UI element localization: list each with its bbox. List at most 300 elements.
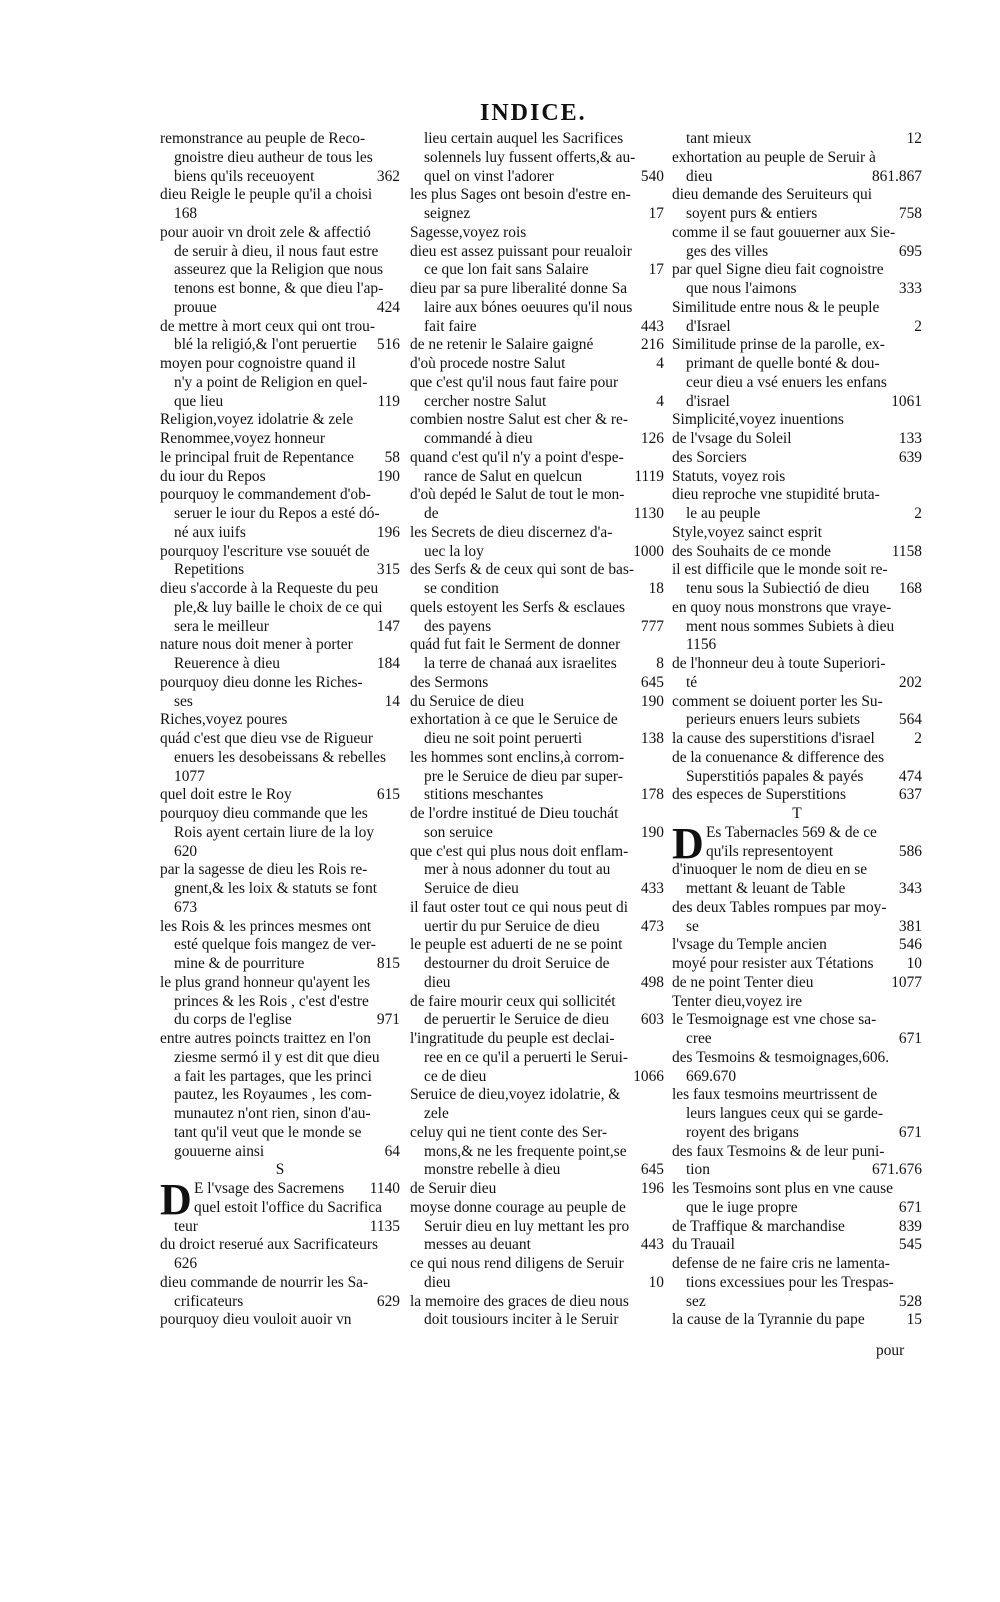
entry-text: en quoy nous monstrons que vraye- (672, 598, 892, 616)
index-entry-line (410, 318, 664, 337)
entry-text: gnoistre dieu autheur de tous les (174, 148, 373, 166)
page-reference: 15 (906, 1311, 922, 1329)
page-reference: 315 (376, 561, 400, 579)
entry-text: uertir du pur Seruice de dieu (424, 917, 600, 935)
index-entry-line (410, 674, 664, 693)
index-entry-line (160, 993, 400, 1012)
index-entry-line (672, 205, 922, 224)
page-reference: 586 (898, 842, 922, 860)
index-entry-line (160, 786, 400, 805)
page-reference: 546 (898, 936, 922, 954)
entry-text: a fait les partages, que les princi (174, 1067, 372, 1085)
index-entry-line (410, 974, 664, 993)
index-entry-line (672, 393, 922, 412)
index-entry-line (410, 1068, 664, 1087)
entry-text: de l'vsage du Soleil (672, 430, 792, 447)
index-entry-line (410, 205, 664, 224)
entry-text: d'où procede nostre Salut (410, 355, 566, 372)
index-entry-line (410, 936, 664, 955)
index-entry-line (410, 768, 664, 787)
index-entry-line (160, 861, 400, 880)
entry-text: 620 (174, 842, 198, 860)
page-reference: 603 (640, 1011, 664, 1029)
entry-text: les Tesmoins sont plus en vne cause (672, 1180, 893, 1197)
page-reference: 2 (914, 505, 922, 522)
page-reference: 17 (648, 205, 664, 222)
entry-text: zele (424, 1105, 449, 1122)
entry-text: solennels luy fussent offerts,& au- (424, 148, 636, 166)
index-entry-line (672, 1068, 922, 1087)
index-entry-line (672, 130, 922, 149)
page-reference: 671 (898, 1030, 922, 1047)
index-entry-line (672, 149, 922, 168)
index-entry-line (672, 1030, 922, 1049)
page-reference: 645 (640, 673, 664, 691)
index-entry-line (410, 1161, 664, 1180)
entry-text: primant de quelle bonté & dou- (686, 355, 880, 372)
entry-text: Es Tabernacles 569 & de ce (706, 823, 877, 841)
entry-text: que c'est qu'il nous faut faire pour (410, 373, 619, 391)
entry-text: pautez, les Royaumes , les com- (174, 1086, 372, 1104)
page-reference: 1061 (891, 392, 922, 410)
entry-text: stitions meschantes (424, 786, 544, 804)
entry-text: le Tesmoignage est vne chose sa- (672, 1011, 877, 1029)
entry-text: quel doit estre le Roy (160, 786, 292, 804)
page-reference: 119 (377, 392, 400, 410)
entry-text: de Seruir dieu (410, 1180, 497, 1197)
index-entry-line (160, 618, 400, 637)
entry-text: 669.670 (686, 1067, 737, 1085)
index-entry-line (410, 486, 664, 505)
index-entry-line (672, 693, 922, 712)
index-entry-line (160, 280, 400, 299)
entry-text: moyse donne courage au peuple de (410, 1198, 626, 1216)
entry-text: d'israel (686, 392, 730, 410)
index-entry-line (410, 693, 664, 712)
index-entry-line (672, 1086, 922, 1105)
index-column-3 (672, 130, 922, 1330)
entry-text: Seruice de dieu,voyez idolatrie, & (410, 1086, 621, 1104)
index-entry-line (410, 1199, 664, 1218)
catchword: pour (876, 1342, 905, 1359)
index-entry-line (160, 730, 400, 749)
index-entry-line (160, 599, 400, 618)
page-reference: 473 (640, 917, 664, 935)
index-entry-line (672, 899, 922, 918)
index-entry-line (410, 130, 664, 149)
index-entry-line (160, 374, 400, 393)
entry-text: ses (174, 692, 193, 710)
entry-text: Rois ayent certain liure de la loy (174, 823, 375, 841)
entry-text: pourquoy dieu vouloit auoir vn (160, 1311, 352, 1329)
index-entry-line (672, 243, 922, 262)
entry-text: enuers les desobeissans & rebelles (174, 748, 386, 766)
entry-text: ce que lon fait sans Salaire (424, 261, 589, 279)
page-reference: 190 (376, 467, 400, 485)
index-entry-line (160, 1255, 400, 1274)
index-entry-line (672, 430, 922, 449)
index-entry-line (410, 224, 664, 243)
index-entry-line (410, 261, 664, 280)
index-entry-line (160, 1311, 400, 1330)
index-entry-line (410, 1293, 664, 1312)
index-entry-line (672, 1218, 922, 1237)
index-entry-line (410, 168, 664, 187)
page-reference: 184 (376, 655, 400, 672)
page-reference: 545 (898, 1236, 922, 1254)
index-entry-line (672, 805, 922, 824)
entry-text: pourquoy dieu commande que les (160, 805, 368, 822)
index-entry-line (672, 374, 922, 393)
index-entry-line (672, 318, 922, 337)
index-entry-line (410, 843, 664, 862)
index-entry-line (410, 1086, 664, 1105)
index-entry-line (672, 468, 922, 487)
entry-text: crificateurs (174, 1292, 244, 1310)
index-entry-line (160, 1068, 400, 1087)
index-entry-line (410, 1311, 664, 1330)
index-entry-line (672, 1143, 922, 1162)
entry-text: pourquoy le commandement d'ob- (160, 486, 371, 504)
entry-text: des faux Tesmoins & de leur puni- (672, 1142, 885, 1160)
entry-text: tenons est bonne, & que dieu l'ap- (174, 280, 384, 297)
index-entry-line (672, 261, 922, 280)
entry-text: d'inuoquer le nom de dieu en se (672, 861, 868, 879)
entry-text: dieu commande de nourrir les Sa- (160, 1273, 369, 1291)
entry-text: princes & les Rois , c'est d'estre (174, 992, 369, 1010)
entry-text: Simplicité,voyez inuentions (672, 411, 844, 429)
index-entry-line (672, 861, 922, 880)
page-reference: 564 (898, 711, 922, 729)
index-entry-line (160, 1030, 400, 1049)
index-entry-line (410, 899, 664, 918)
entry-text: son seruice (424, 823, 493, 841)
entry-text: Sagesse,voyez rois (410, 223, 527, 241)
index-entry-line (672, 561, 922, 580)
index-entry-line (410, 186, 664, 205)
entry-text: cree (686, 1030, 712, 1047)
entry-text: les faux tesmoins meurtrissent de (672, 1086, 878, 1104)
page-reference: 474 (898, 767, 922, 785)
index-entry-line (410, 430, 664, 449)
entry-text: se condition (424, 580, 499, 597)
entry-text: S (275, 1161, 285, 1179)
page-reference: 637 (898, 786, 922, 804)
entry-text: les hommes sont enclins,à corrom- (410, 748, 625, 766)
entry-text: dieu ne soit point peruerti (424, 730, 583, 747)
index-entry-line (672, 749, 922, 768)
index-entry-line (160, 561, 400, 580)
entry-text: E l'vsage des Sacremens (194, 1180, 345, 1197)
index-entry-line (160, 261, 400, 280)
page-reference: 343 (898, 880, 922, 897)
entry-text: quand c'est qu'il n'y a point d'espe- (410, 448, 624, 466)
page-reference: 1140 (369, 1180, 400, 1197)
index-entry-line (160, 299, 400, 318)
page-reference: 8 (656, 655, 664, 672)
entry-text: Style,voyez sainct esprit (672, 523, 823, 541)
index-entry-line (672, 168, 922, 187)
entry-text: destourner du droit Seruice de (424, 955, 610, 972)
index-entry-line (160, 505, 400, 524)
index-entry-line (672, 711, 922, 730)
index-entry-line (672, 880, 922, 899)
entry-text: la terre de chanaá aux israelites (424, 655, 617, 672)
index-entry-line (410, 861, 664, 880)
index-entry-line (160, 468, 400, 487)
entry-text: royent des brigans (686, 1123, 799, 1141)
page-reference: 168 (898, 580, 922, 597)
index-entry-line (672, 1011, 922, 1030)
entry-text: dieu reproche vne stupidité bruta- (672, 486, 880, 504)
entry-text: par quel Signe dieu fait cognoistre (672, 261, 884, 279)
entry-text: dieu (686, 167, 713, 185)
entry-text: quel on vinst l'adorer (424, 167, 554, 185)
page-reference: 1077 (891, 973, 922, 991)
index-entry-line (672, 580, 922, 599)
entry-text: dieu demande des Seruiteurs qui (672, 186, 873, 204)
index-entry-line (672, 1255, 922, 1274)
page-reference: 1066 (633, 1067, 664, 1085)
entry-text: seruer le iour du Repos a esté dó- (174, 505, 380, 522)
index-entry-line (410, 543, 664, 562)
entry-text: se (686, 917, 699, 935)
page-reference: 126 (640, 430, 664, 447)
entry-text: Repetitions (174, 561, 245, 579)
index-entry-line (410, 1105, 664, 1124)
index-entry-line (672, 936, 922, 955)
index-entry-line (160, 824, 400, 843)
index-entry-line (410, 1255, 664, 1274)
index-entry-line (410, 1274, 664, 1293)
page-reference: 17 (648, 261, 664, 279)
page-reference: 540 (640, 167, 664, 185)
index-entry-line (410, 393, 664, 412)
index-entry-line (672, 1311, 922, 1330)
index-entry-line (160, 918, 400, 937)
index-entry-line (410, 468, 664, 487)
entry-text: defense de ne faire cris ne lamenta- (672, 1255, 890, 1272)
entry-text: 168 (174, 205, 198, 222)
index-entry-line (410, 824, 664, 843)
page-reference: 671 (898, 1198, 922, 1216)
index-entry-line (160, 1218, 400, 1237)
entry-text: sera le meilleur (174, 617, 269, 635)
index-entry-line (672, 636, 922, 655)
entry-text: Similitude entre nous & le peuple (672, 298, 880, 316)
index-entry-line (672, 786, 922, 805)
entry-text: les Rois & les princes mesmes ont (160, 917, 372, 935)
page-reference: 528 (898, 1292, 922, 1310)
entry-text: doit tousiours inciter à le Seruir (424, 1311, 619, 1329)
index-entry-line (672, 543, 922, 562)
index-entry-line (410, 618, 664, 637)
entry-text: Tenter dieu,voyez ire (672, 992, 803, 1010)
index-entry-line (410, 599, 664, 618)
entry-text: par la sagesse de dieu les Rois re- (160, 861, 368, 879)
page-reference: 4 (656, 392, 664, 410)
entry-text: Superstitiós papales & payés (686, 767, 864, 785)
page-reference: 639 (898, 448, 922, 466)
entry-text: des Sermons (410, 673, 489, 691)
entry-text: fait faire (424, 317, 477, 335)
entry-text: quel estoit l'office du Sacrifica (194, 1198, 382, 1216)
entry-text: ges des villes (686, 242, 769, 260)
index-entry-line (160, 693, 400, 712)
index-entry-line (410, 955, 664, 974)
entry-text: le au peuple (686, 505, 761, 522)
page-reference: 671.676 (871, 1161, 922, 1179)
index-entry-line (410, 374, 664, 393)
index-entry-line (672, 299, 922, 318)
index-entry-line (160, 393, 400, 412)
entry-text: que le iuge propre (686, 1198, 798, 1216)
page-reference: 64 (384, 1142, 400, 1160)
index-entry-line (160, 1049, 400, 1068)
entry-text: T (792, 805, 802, 822)
entry-text: des especes de Superstitions (672, 786, 846, 804)
entry-text: 673 (174, 898, 198, 916)
index-entry-line (410, 355, 664, 374)
index-entry-line (410, 243, 664, 262)
index-entry-line (410, 1180, 664, 1199)
index-entry-line (672, 974, 922, 993)
entry-text: n'y a point de Religion en quel- (174, 373, 368, 391)
page-reference: 443 (640, 1236, 664, 1254)
index-entry-line (160, 543, 400, 562)
page-reference: 1119 (634, 467, 664, 485)
index-entry-line (672, 186, 922, 205)
page-reference: 671 (898, 1123, 922, 1141)
entry-text: d'où depéd le Salut de tout le mon- (410, 486, 625, 504)
entry-text: la memoire des graces de dieu nous (410, 1292, 629, 1310)
page-reference: 10 (648, 1273, 664, 1291)
page-reference: 1158 (891, 542, 922, 560)
entry-text: tant qu'il veut que le monde se (174, 1123, 362, 1141)
entry-text: mine & de pourriture (174, 955, 305, 972)
index-entry-line (672, 824, 922, 843)
entry-text: du droict reserué aux Sacrificateurs (160, 1236, 378, 1254)
page-reference: 2 (914, 317, 922, 335)
index-entry-line (160, 336, 400, 355)
entry-text: Renommee,voyez honneur (160, 430, 325, 447)
index-entry-line (410, 280, 664, 299)
index-entry-line (672, 1105, 922, 1124)
page-reference: 443 (640, 317, 664, 335)
page-reference: 190 (640, 823, 664, 841)
entry-text: dieu s'accorde à la Requeste du peu (160, 580, 379, 597)
index-entry-line (160, 1293, 400, 1312)
index-entry-line (410, 749, 664, 768)
entry-text: mons,& ne les frequente point,se (424, 1142, 627, 1160)
entry-text: Statuts, voyez rois (672, 467, 786, 485)
index-entry-line (410, 918, 664, 937)
entry-text: rance de Salut en quelcun (424, 467, 583, 485)
entry-text: messes au deuant (424, 1236, 531, 1254)
index-entry-line (672, 768, 922, 787)
index-entry-line (672, 486, 922, 505)
page-reference: 498 (640, 973, 664, 991)
index-entry-line (160, 805, 400, 824)
entry-text: esté quelque fois mangez de ver- (174, 936, 376, 954)
index-entry-line (672, 1199, 922, 1218)
page-reference: 758 (898, 205, 922, 222)
index-entry-line (672, 918, 922, 937)
index-entry-line (672, 843, 922, 862)
index-entry-line (160, 1124, 400, 1143)
entry-text: de faire mourir ceux qui sollicitét (410, 992, 616, 1010)
drop-cap-t: D (672, 819, 704, 868)
entry-text: de l'honneur deu à toute Superiori- (672, 655, 886, 672)
page-reference: 12 (906, 130, 922, 147)
entry-text: des Tesmoins & tesmoignages,606. (672, 1048, 890, 1066)
index-entry-line (672, 1236, 922, 1255)
index-entry-line (672, 955, 922, 974)
index-entry-line (160, 749, 400, 768)
entry-text: dieu (424, 973, 451, 991)
drop-cap-s: D (160, 1175, 192, 1224)
page-reference: 1130 (633, 505, 664, 522)
index-entry-line (410, 711, 664, 730)
page-reference: 839 (898, 1217, 922, 1235)
index-entry-line (672, 280, 922, 299)
index-entry-line (672, 993, 922, 1012)
index-entry-line (160, 1236, 400, 1255)
index-entry-line (160, 1274, 400, 1293)
entry-text: l'ingratitude du peuple est declai- (410, 1030, 615, 1047)
entry-text: remonstrance au peuple de Reco- (160, 130, 366, 147)
index-entry-line (160, 1180, 400, 1199)
index-entry-line (160, 1143, 400, 1162)
index-entry-line (410, 1049, 664, 1068)
entry-text: leurs langues ceux qui se garde- (686, 1105, 884, 1122)
page-reference: 615 (376, 786, 400, 804)
page-reference: 10 (906, 955, 922, 972)
entry-text: de ne retenir le Salaire gaigné (410, 336, 594, 354)
entry-text: de l'ordre institué de Dieu touchát (410, 805, 619, 822)
entry-text: ment nous sommes Subiets à dieu (686, 617, 895, 635)
entry-text: moyen pour cognoistre quand il (160, 355, 356, 372)
page-reference: 58 (384, 448, 400, 466)
entry-text: du corps de l'eglise (174, 1011, 292, 1029)
entry-text: entre autres poincts traittez en l'on (160, 1030, 371, 1047)
entry-text: dieu Reigle le peuple qu'il a choisi (160, 186, 373, 204)
entry-text: né aux iuifs (174, 523, 246, 541)
entry-text: il faut oster tout ce qui nous peut di (410, 898, 628, 916)
entry-text: les plus Sages ont besoin d'estre en- (410, 186, 631, 204)
entry-text: lieu certain auquel les Sacrifices (424, 130, 624, 147)
index-entry-line (410, 505, 664, 524)
index-entry-line (672, 224, 922, 243)
entry-text: que nous l'aimons (686, 280, 797, 297)
index-entry-line (672, 618, 922, 637)
entry-text: que lieu (174, 392, 224, 410)
entry-text: sez (686, 1292, 706, 1310)
entry-text: le peuple est aduerti de ne se point (410, 936, 623, 954)
index-entry-line (410, 336, 664, 355)
index-entry-line (410, 1011, 664, 1030)
entry-text: soyent purs & entiers (686, 205, 818, 222)
page-reference: 777 (640, 617, 664, 635)
entry-text: combien nostre Salut est cher & re- (410, 411, 628, 429)
page-reference: 147 (376, 617, 400, 635)
index-entry-line (672, 1180, 922, 1199)
page-reference: 971 (376, 1011, 400, 1029)
page-reference: 861.867 (871, 167, 922, 185)
page-reference: 18 (648, 580, 664, 597)
index-entry-line (672, 505, 922, 524)
entry-text: le principal fruit de Repentance (160, 448, 355, 466)
